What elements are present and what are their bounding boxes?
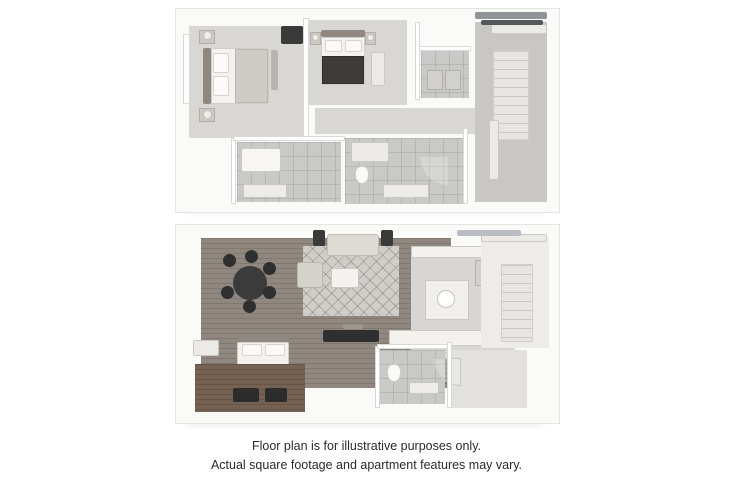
caption-line-2: Actual square footage and apartment features may vary. <box>210 458 523 472</box>
main-stairs <box>501 264 533 342</box>
upper-balcony-rail <box>475 12 547 19</box>
coffee-table <box>331 268 359 288</box>
lower-bed-headboard <box>237 334 289 342</box>
armchair <box>297 262 323 288</box>
sofa <box>327 234 379 256</box>
dining-table <box>233 266 267 300</box>
media-console <box>323 330 379 342</box>
caption-line-1: Floor plan is for illustrative purposes only. <box>251 439 482 453</box>
upper-level-floor <box>175 8 560 213</box>
room-upper-hallway <box>315 108 475 134</box>
room-entry-foyer <box>451 350 527 408</box>
main-level-rail <box>457 230 521 236</box>
main-level-floor <box>175 224 560 424</box>
